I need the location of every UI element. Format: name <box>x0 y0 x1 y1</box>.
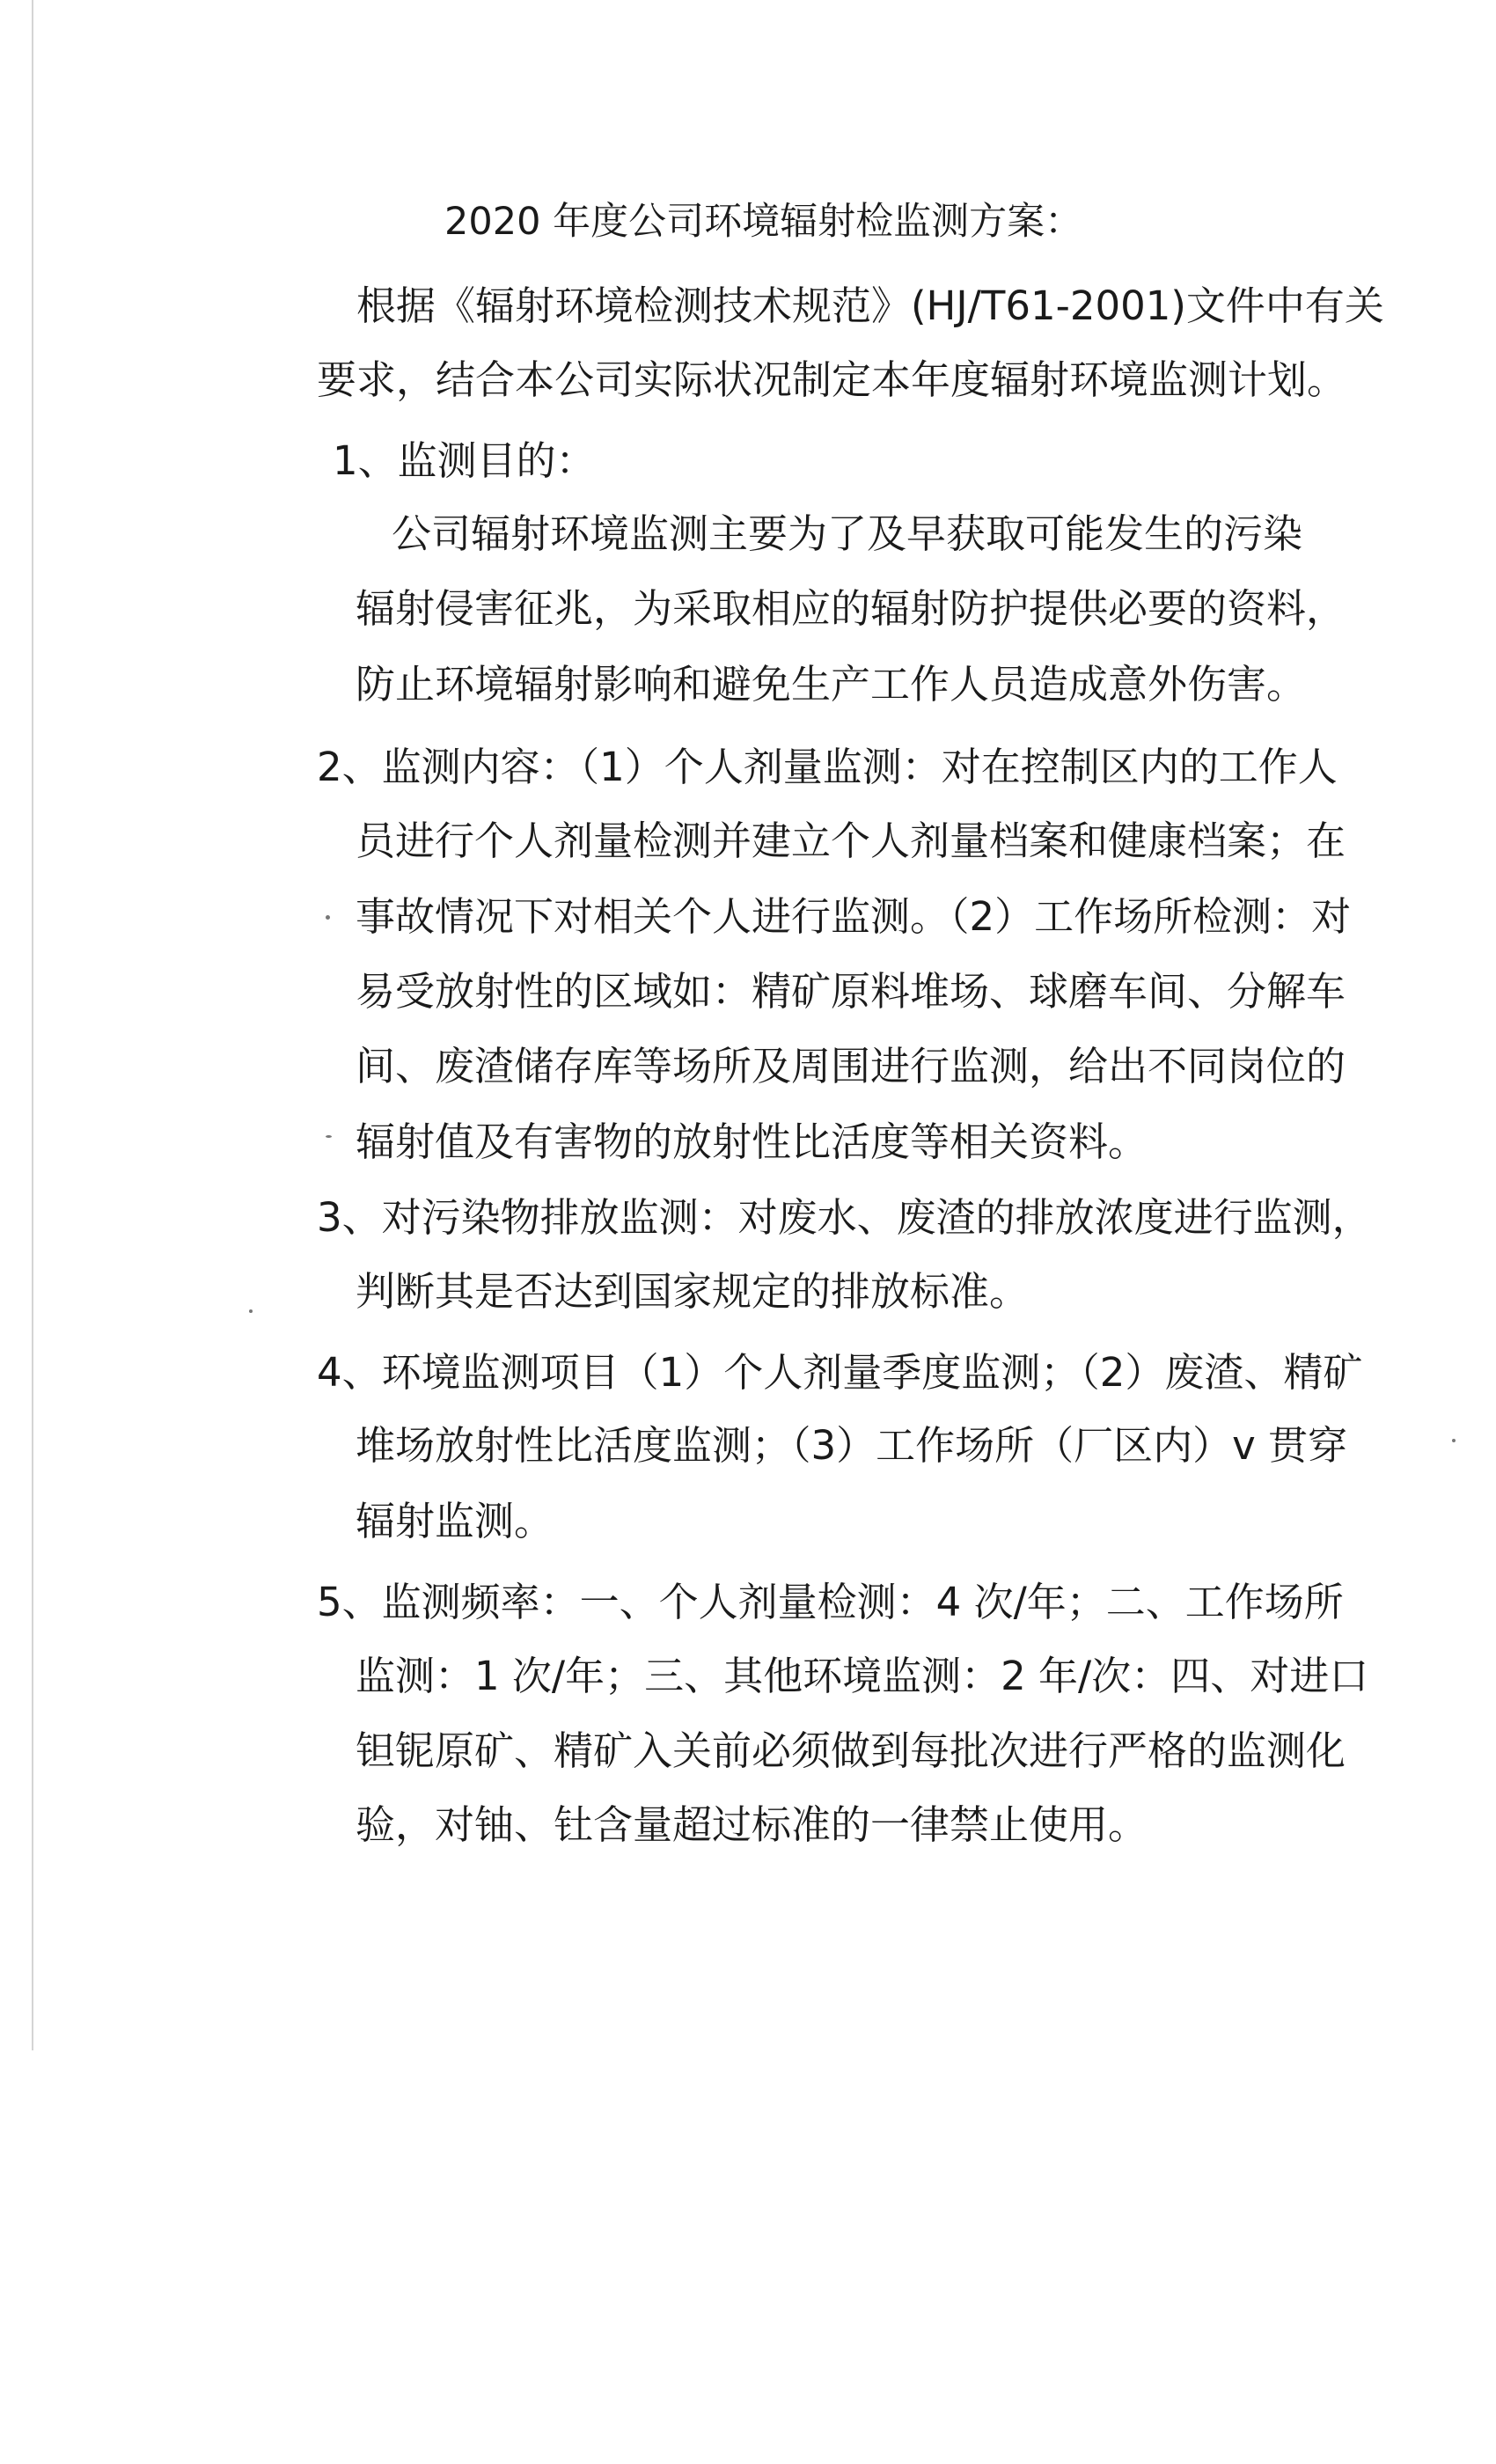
section-body-line: 易受放射性的区域如：精矿原料堆场、球磨车间、分解车 <box>356 968 1346 1015</box>
section-body-line: 5、监测频率：一、个人剂量检测：4 次/年；二、工作场所 <box>317 1579 1344 1625</box>
section-body-line: 4、环境监测项目（1）个人剂量季度监测；（2）废渣、精矿 <box>317 1349 1363 1396</box>
section-body-line: 监测：1 次/年；三、其他环境监测：2 年/次：四、对进口 <box>356 1653 1369 1699</box>
scan-speck <box>326 915 330 920</box>
section-body-line: 防止环境辐射影响和避免生产工作人员造成意外伤害。 <box>356 661 1307 708</box>
section-body-line: 事故情况下对相关个人进行监测。（2）工作场所检测：对 <box>356 893 1352 940</box>
section-body-line: 判断其是否达到国家规定的排放标准。 <box>356 1268 1030 1315</box>
section-body-line: 辐射侵害征兆，为采取相应的辐射防护提供必要的资料， <box>356 585 1346 632</box>
section-body-line: 员进行个人剂量检测并建立个人剂量档案和健康档案；在 <box>356 818 1346 864</box>
section-body-line: 辐射监测。 <box>356 1498 554 1544</box>
scan-speck <box>326 1135 332 1138</box>
intro-line: 要求，结合本公司实际状况制定本年度辐射环境监测计划。 <box>317 356 1347 403</box>
section-body-line: 堆场放射性比活度监测；（3）工作场所（厂区内）v 贯穿 <box>356 1422 1348 1469</box>
scan-speck <box>1452 1439 1456 1442</box>
section-body-line: 辐射值及有害物的放射性比活度等相关资料。 <box>356 1118 1148 1165</box>
intro-line: 根据《辐射环境检测技术规范》(HJ/T61-2001)文件中有关 <box>356 282 1384 329</box>
section-body-line: 3、对污染物排放监测：对废水、废渣的排放浓度进行监测， <box>317 1194 1372 1241</box>
section-body-line: 钽铌原矿、精矿入关前必须做到每批次进行严格的监测化 <box>356 1727 1346 1774</box>
section-body-line: 间、废渣储存库等场所及周围进行监测，给出不同岗位的 <box>356 1043 1346 1089</box>
section-body-line: 公司辐射环境监测主要为了及早获取可能发生的污染 <box>392 510 1303 557</box>
document-title: 2020 年度公司环境辐射检监测方案： <box>444 200 1083 244</box>
section-body-line: 验，对铀、钍含量超过标准的一律禁止使用。 <box>356 1801 1148 1848</box>
section-heading: 1、监测目的： <box>333 437 596 484</box>
scan-speck <box>249 1309 253 1313</box>
scan-edge-line <box>32 0 33 2050</box>
section-body-line: 2、监测内容：（1）个人剂量监测：对在控制区内的工作人 <box>317 744 1338 790</box>
